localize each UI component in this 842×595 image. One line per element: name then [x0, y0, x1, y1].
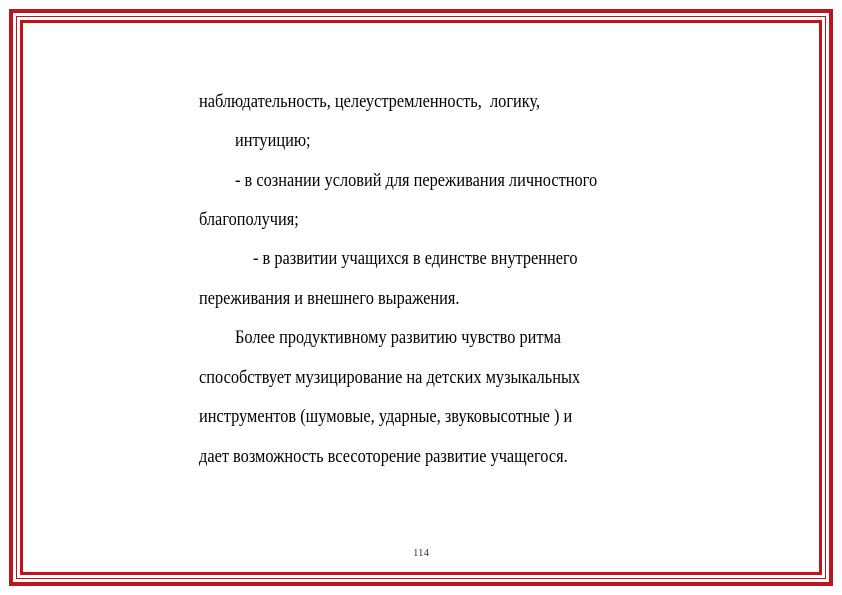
text-line: дает возможность всесоторение развитие учащегося. [199, 446, 568, 467]
text-line: способствует музицирование на детских музыкальных [199, 367, 581, 388]
text-line: инструментов (шумовые, ударные, звуковысотные ) и [199, 406, 573, 427]
text-line: интуицию; [235, 130, 311, 151]
text-line: Более продуктивному развитию чувство ритма [235, 327, 562, 348]
text-line: наблюдательность, целеустремленность, логику, [199, 91, 541, 112]
text-line: благополучия; [199, 209, 299, 230]
text-line: - в сознании условий для переживания личностного [235, 170, 598, 191]
page-number: 114 [412, 547, 430, 559]
text-line: - в развитии учащихся в единстве внутреннего [253, 248, 578, 269]
text-line: переживания и внешнего выражения. [199, 288, 460, 309]
